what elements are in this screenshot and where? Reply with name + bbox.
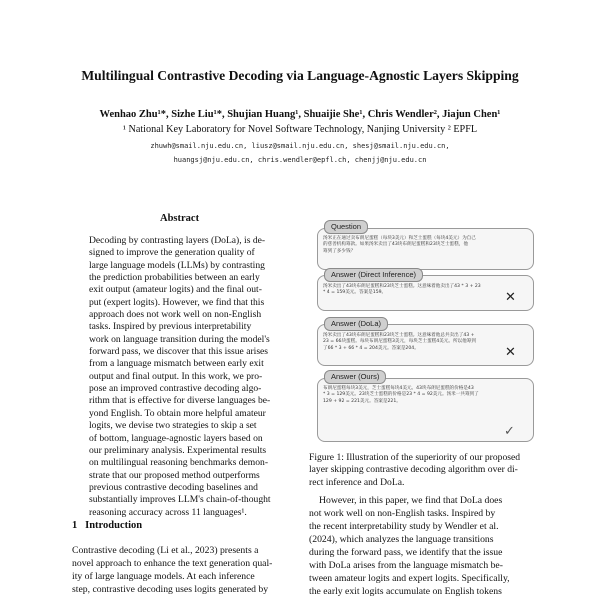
paper-title: Multilingual Contrastive Decoding via Language-Agnostic Layers Skipping — [81, 68, 519, 83]
email-line-2: huangsj@nju.edu.cn, chris.wendler@epfl.ch, chenjj@nju.edu.cn — [173, 156, 427, 164]
ours-tag: Answer (Ours) — [324, 370, 386, 384]
body-line: tween amateur logits and expert logits. Specifically, — [309, 573, 510, 584]
dola-text — [323, 333, 523, 352]
card-line: 筹到了多少钱？ — [323, 248, 356, 254]
abstract-line: on multilingual reasoning benchmarks demon- — [89, 457, 269, 469]
abstract-body — [89, 235, 286, 519]
body-line: the early exit logits accumulate on English tokens — [309, 586, 502, 597]
caption-line: Figure 1: Illustration of the superiority of our proposed — [309, 452, 521, 463]
intro-line: Contrastive decoding (Li et al., 2023) presents a — [72, 545, 259, 556]
check-icon: ✓ — [504, 424, 515, 439]
card-line: 的慈善机构筹款。如果汤米卖出了43块布朗尼蛋糕和23块芝士蛋糕，他 — [323, 242, 468, 248]
question-tag: Question — [324, 220, 368, 234]
abstract-line: output and final output. In this work, we pro- — [89, 370, 263, 382]
abstract-line: exit output (amateur logits) and the final out- — [89, 284, 262, 296]
cross-icon: ✕ — [505, 290, 516, 305]
abstract-line: forward pass, we discover that this issue arises — [89, 346, 269, 358]
body-line: during the forward pass, we identify that the issue — [309, 547, 503, 558]
intro-line: step, contrastive decoding uses logits generated by — [72, 584, 269, 595]
right-column-body — [309, 494, 535, 598]
direct-inference-tag: Answer (Direct Inference) — [324, 268, 423, 282]
ours-text — [323, 386, 523, 405]
intro-line: novel approach to enhance the text generation qual- — [72, 558, 273, 569]
card-line: 汤米卖出了43块布朗尼蛋糕和23块芝士蛋糕。这意味着他总共卖出了43 + — [323, 333, 475, 338]
card-line: 汤米卖出了43块布朗尼蛋糕和23块芝士蛋糕。这意味着他卖出了43 * 3 + 23 — [323, 284, 481, 289]
body-line: with DoLa arises from the language mismatch be- — [309, 560, 503, 571]
card-line: * 4 = 159美元。答案是159。 — [323, 290, 387, 296]
caption-line: layer skipping contrastive decoding algorithm over di- — [309, 464, 518, 476]
abstract-line: logits, we devise two strategies to skip a set — [89, 420, 257, 432]
section-number: 1 — [72, 520, 78, 531]
intro-line: ity of large language models. At each inference — [72, 571, 255, 582]
abstract-line: large language models (LLMs) by contrasting — [89, 259, 265, 271]
author-list: Wenhao Zhu¹*, Sizhe Liu¹*, Shujian Huang¹, Shuaijie She¹, Chris Wendler², Jiajun Chen¹ — [99, 109, 501, 120]
abstract-line: pose an improved contrastive decoding algo- — [89, 383, 262, 395]
figure-caption — [309, 452, 535, 489]
direct-inference-text — [323, 284, 523, 297]
section-heading-introduction — [72, 520, 142, 531]
card-line: 汤米正在通过卖布朗尼蛋糕（每块3美元）和芝士蛋糕（每块4美元）为自己 — [323, 236, 476, 241]
abstract-line: our preliminary analysis. Experimental results — [89, 444, 267, 456]
abstract-line: substantially improves LLM's chain-of-thought — [89, 494, 271, 506]
body-line: However, in this paper, we find that DoLa does — [319, 495, 503, 506]
body-line: (2024), which analyzes the language transitions — [309, 534, 494, 545]
abstract-line: yond English. To obtain more helpful amateur — [89, 407, 266, 419]
caption-line: rect inference and DoLa. — [309, 476, 405, 488]
section-title: Introduction — [85, 520, 143, 531]
affiliations: ¹ National Key Laboratory for Novel Software Technology, Nanjing University ² EPFL — [122, 124, 478, 135]
email-line-1: zhuwh@smail.nju.edu.cn, liusz@smail.nju.edu.cn, shesj@smail.nju.edu.cn, — [150, 142, 450, 150]
abstract-heading: Abstract — [160, 213, 200, 224]
abstract-line: Decoding by contrasting layers (DoLa), is de- — [89, 235, 266, 246]
abstract-line: approach does not work well on non-English — [89, 309, 262, 321]
abstract-line: the prediction probabilities between an early — [89, 272, 260, 284]
body-line: not work well on non-English tasks. Inspired by — [309, 508, 496, 519]
card-line: 23 = 66块蛋糕。每块布朗尼蛋糕3美元，每块芝士蛋糕4美元。所以他筹到 — [323, 339, 476, 345]
abstract-line: work on language transition during the model's — [89, 333, 270, 345]
card-line: 布朗尼蛋糕每块3美元，芝士蛋糕每块4美元。43块布朗尼蛋糕的价格是43 — [323, 386, 474, 391]
card-line: * 3 = 129美元。23块芝士蛋糕的价格是23 * 4 = 92美元。汤米一共筹到了 — [323, 392, 479, 398]
card-line: 了66 * 3 + 66 * 4 = 204美元。答案是204。 — [323, 345, 419, 351]
abstract-line: rithm that is effective for diverse languages be- — [89, 395, 271, 407]
abstract-line: reasoning accuracy across 11 languages¹. — [89, 506, 247, 518]
abstract-line: signed to improve the generation quality of — [89, 247, 255, 259]
body-line: the recent interpretability study by Wendler et al. — [309, 521, 499, 532]
card-line: 129 + 92 = 221美元。答案是221。 — [323, 398, 401, 404]
question-text — [323, 236, 523, 255]
abstract-line: from a language mismatch between early exit — [89, 358, 264, 370]
dola-tag: Answer (DoLa) — [324, 317, 388, 331]
cross-icon: ✕ — [505, 345, 516, 360]
abstract-line: of bottom, language-agnostic layers based on — [89, 432, 263, 444]
intro-body — [72, 544, 296, 596]
abstract-line: previous contrastive decoding baselines and — [89, 481, 258, 493]
abstract-line: tasks. Inspired by previous interpretability — [89, 321, 252, 333]
abstract-line: strate that our proposed method outperforms — [89, 469, 260, 481]
abstract-line: put (expert logits). However, we find that this — [89, 296, 265, 308]
